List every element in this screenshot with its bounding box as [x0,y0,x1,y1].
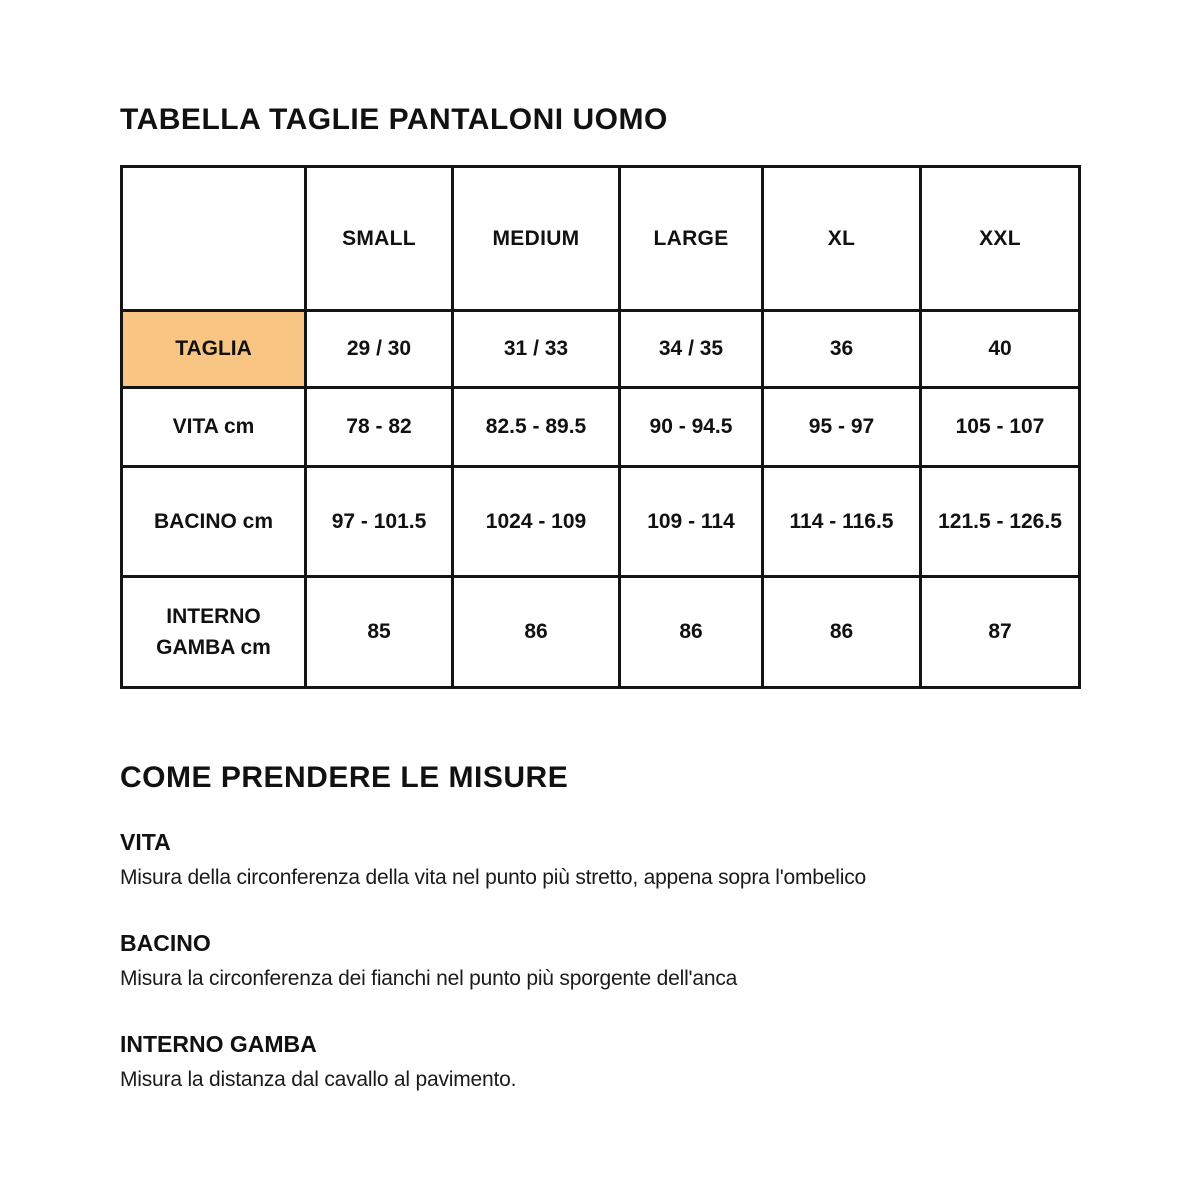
row-label-taglia: TAGLIA [122,311,306,388]
guide-text-vita: Misura della circonferenza della vita nel punto più stretto, appena sopra l'ombelico [120,866,866,889]
table-row-vita [122,388,1080,467]
cell-bacino-xl: 114 - 116.5 [763,467,921,577]
table-corner-label: PANTALONI DA UOMO [122,167,306,311]
row-label-interno-gamba: INTERNO GAMBA cm [122,577,306,688]
cell-vita-xxl: 105 - 107 [921,388,1080,467]
column-header-large: LARGE [620,167,763,311]
guide-heading-interno-gamba: INTERNO GAMBA [120,1031,317,1057]
cell-bacino-medium: 1024 - 109 [453,467,620,577]
cell-vita-xl: 95 - 97 [763,388,921,467]
measure-guide [120,761,1080,1092]
guide-section-vita [120,829,1080,890]
cell-interno-large: 86 [620,577,763,688]
column-header-medium: MEDIUM [453,167,620,311]
guide-heading-bacino: BACINO [120,930,211,956]
cell-interno-medium: 86 [453,577,620,688]
cell-vita-small: 78 - 82 [306,388,453,467]
cell-vita-large: 90 - 94.5 [620,388,763,467]
column-header-xl: XL [763,167,921,311]
measure-guide-title: COME PRENDERE LE MISURE [120,761,569,794]
cell-bacino-xxl: 121.5 - 126.5 [921,467,1080,577]
size-table [120,165,1081,689]
table-header-row [122,167,1080,311]
cell-taglia-medium: 31 / 33 [453,311,620,388]
cell-bacino-small: 97 - 101.5 [306,467,453,577]
cell-taglia-small: 29 / 30 [306,311,453,388]
cell-bacino-large: 109 - 114 [620,467,763,577]
guide-section-bacino [120,930,1080,991]
row-label-vita: VITA cm [122,388,306,467]
guide-text-interno-gamba: Misura la distanza dal cavallo al pavimento. [120,1068,517,1091]
cell-interno-xl: 86 [763,577,921,688]
guide-section-interno-gamba [120,1031,1080,1092]
page-title: TABELLA TAGLIE PANTALONI UOMO [120,103,668,136]
cell-vita-medium: 82.5 - 89.5 [453,388,620,467]
cell-interno-small: 85 [306,577,453,688]
column-header-xxl: XXL [921,167,1080,311]
table-row-taglia [122,311,1080,388]
guide-text-bacino: Misura la circonferenza dei fianchi nel punto più sporgente dell'anca [120,967,738,990]
cell-taglia-xxl: 40 [921,311,1080,388]
column-header-small: SMALL [306,167,453,311]
table-row-interno-gamba [122,577,1080,688]
cell-interno-xxl: 87 [921,577,1080,688]
cell-taglia-large: 34 / 35 [620,311,763,388]
cell-taglia-xl: 36 [763,311,921,388]
row-label-bacino: BACINO cm [122,467,306,577]
guide-heading-vita: VITA [120,829,171,855]
table-row-bacino [122,467,1080,577]
